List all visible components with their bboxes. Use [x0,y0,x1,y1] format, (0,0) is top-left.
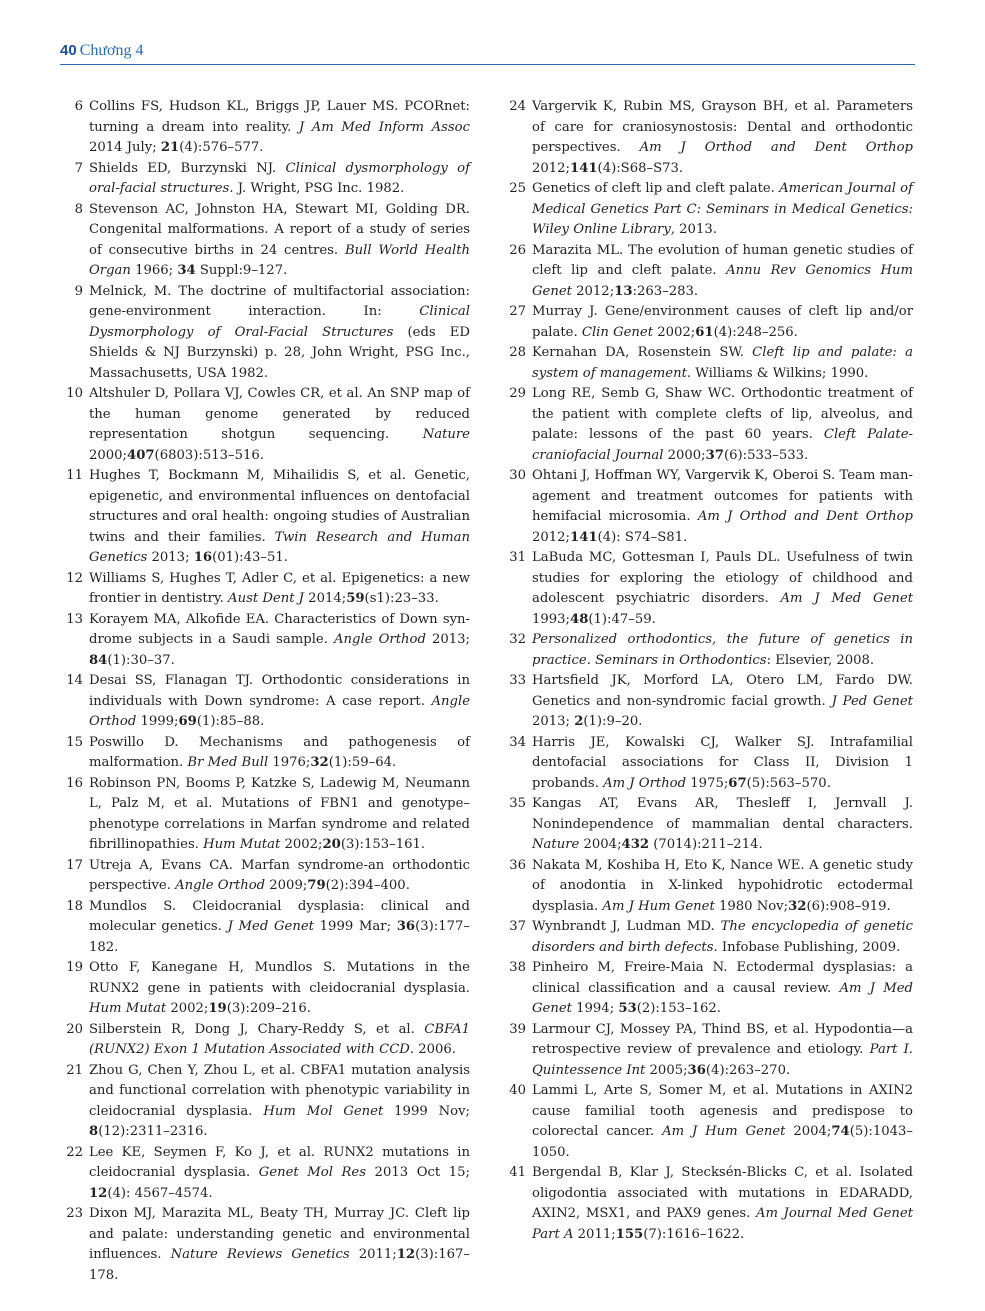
citation-text: (5):563–570. [746,775,831,791]
citation-volume: 74 [831,1124,850,1139]
citation-text: 2004; [785,1124,832,1139]
citation-text: (5):1043–1050. [532,1124,914,1160]
citation-italic: Nature Reviews Genetics [170,1247,350,1262]
reference-text [89,200,470,282]
reference-number: 35 [509,796,526,811]
reference-text [89,958,470,1020]
reference-text [532,466,913,548]
citation-text: (s1):23–33. [364,591,439,606]
citation-text: Dixon MJ, Marazita ML, Beaty TH, Murray JC. Cleft lip and palate: understanding genetic and environmental influences. [89,1206,470,1262]
reference-number: 6 [74,99,83,114]
reference-text [532,1020,913,1082]
reference-item [505,733,913,795]
reference-text [532,733,913,795]
citation-text: (4): 4567–4574. [107,1185,213,1201]
citation-italic: Am Journal Med Genet Part A [532,1206,913,1242]
citation-italic: Twin Research and Human Genetics [89,529,470,565]
reference-number: 20 [66,1021,83,1037]
reference-item [505,548,913,630]
reference-number: 21 [66,1062,83,1078]
citation-italic: Am J Med Genet [780,591,913,606]
citation-volume: 67 [728,775,747,791]
citation-text: Vargervik K, Rubin MS, Grayson BH, et al. Parameters of care for craniosynostosis: Dental and orthodontic perspectives. [532,99,913,155]
citation-text: (6):533–533. [723,447,809,463]
reference-number: 17 [66,857,83,873]
reference-text [532,384,913,466]
reference-text [532,1081,913,1163]
reference-item [505,343,913,384]
citation-text: 2011; [349,1247,397,1262]
citation-text: 1980 Nov; [714,898,789,914]
citation-text: Stevenson AC, Johnston HA, Stewart MI, Golding DR. Congenital malformations. A report of a study of series of consecutive births in 24 centres. [89,201,470,258]
citation-text: 1966; [130,263,178,278]
reference-item [505,241,913,303]
citation-text: 2005; [645,1062,688,1078]
reference-item [62,1204,470,1286]
citation-volume: 20 [322,837,341,852]
citation-volume: 79 [307,878,326,893]
reference-text [89,897,470,959]
citation-text: (3):177–182. [89,919,470,955]
citation-text: (3):153–161. [340,837,426,852]
citation-italic: Angle Orthod [175,878,266,893]
citation-italic: J Ped Genet [831,693,913,709]
reference-number: 23 [66,1206,83,1221]
reference-text [89,97,470,159]
citation-italic: Am J Hum Genet [662,1124,786,1139]
citation-text: Wynbrandt J, Ludman MD. [532,919,721,934]
citation-italic: Br Med Bull [187,755,269,770]
reference-item [62,958,470,1020]
citation-text: Robinson PN, Booms P, Katzke S, Ladewig M, Neumann L, Palz M, et al. Mutations of FBN1 and genotype–phenotype correlations in Marfan syndrome and related fibrillinopathies. [89,775,470,852]
reference-text [532,630,913,671]
reference-text [89,774,470,856]
citation-text: Lee KE, Seymen F, Ko J, et al. RUNX2 mutations in cleidocranial dysplasia. [89,1144,470,1180]
citation-text: . J. Wright, PSG Inc. 1982. [229,181,405,196]
reference-item [505,917,913,958]
reference-item [505,384,913,466]
citation-volume: 21 [160,140,180,155]
reference-number: 15 [66,734,83,750]
citation-volume: 2 [574,714,584,729]
citation-italic: Hum Mutat [203,837,281,852]
citation-text: : Elsevier, 2008. [766,652,875,668]
citation-italic: Hum Mol Genet [263,1103,384,1119]
citation-text: Suppl:9–127. [195,263,288,278]
reference-number: 16 [66,775,83,791]
citation-text: 2013; [532,714,575,729]
citation-volume: 141 [570,529,598,545]
citation-text: 2014 July; [89,140,161,155]
reference-item [62,97,470,159]
citation-italic: Aust Dent J [228,591,304,606]
citation-text: Kangas AT, Evans AR, Thesleff I, Jernvall J. Nonindependence of mammalian dental characters. [532,796,913,832]
citation-text: Long RE, Semb G, Shaw WC. Orthodontic treatment of the patient with complete clefts of lip, alveolus, and palate: lessons of the past 60 years. [532,386,913,442]
citation-italic: American Journal of Medical Genetics Part C: Seminars in Medical Genetics: Wiley Online Library [532,181,913,237]
reference-number: 28 [509,345,526,360]
citation-text: 2013 Oct 15; [365,1165,470,1180]
reference-item [505,1081,913,1163]
citation-text: 1999 Nov; [383,1103,470,1119]
citation-italic: Nature [532,837,580,852]
reference-number: 27 [509,304,526,319]
citation-text: Utreja A, Evans CA. Marfan syndrome-an orthodontic perspective. [89,857,470,893]
reference-number: 36 [509,857,526,873]
reference-item [505,302,913,343]
citation-text: Hughes T, Bockmann M, Mihailidis S, et al. Genetic, epigenetic, and environmental influences on dentofacial structures and oral health: ongoing studies of Australian twins and their families. [89,468,470,545]
citation-text: Larmour CJ, Mossey PA, Thind BS, et al. Hypodontia—a retrospective review of prevalence and etiology. [532,1021,913,1057]
citation-italic: J Med Genet [227,919,314,934]
citation-text: 2009; [265,878,308,893]
reference-number: 12 [66,570,83,586]
reference-item [62,200,470,282]
citation-italic: Annu Rev Genomics Hum Genet [532,263,913,299]
reference-text [532,302,913,343]
reference-item [62,856,470,897]
citation-text: Melnick, M. The doctrine of multifactorial association: gene-environment interaction. In: [89,283,470,319]
reference-text [89,466,470,569]
reference-item [505,1020,913,1082]
citation-text: Poswillo D. Mechanisms and pathogenesis of malformation. [89,734,470,770]
reference-item [62,384,470,466]
reference-text [89,1204,470,1286]
citation-text: , 2013. [670,222,717,237]
reference-text [532,343,913,384]
citation-italic: Am J Hum Genet [602,898,715,914]
citation-text: (1):30–37. [107,652,175,668]
reference-number: 33 [509,673,526,688]
citation-volume: 16 [193,550,213,565]
reference-item [505,958,913,1020]
citation-text: (7):1616–1622. [643,1226,745,1242]
reference-number: 18 [66,898,83,914]
citation-text: (eds ED Shields & NJ Burzynski) p. 28, John Wright, PSG Inc., Massachusetts, USA 1982. [89,324,471,381]
reference-number: 14 [66,673,83,688]
page-header [60,40,915,65]
citation-italic: Bull World Health Organ [89,242,470,278]
citation-volume: 32 [788,898,807,914]
citation-text: (4):263–270. [705,1062,791,1078]
citation-volume: 12 [396,1247,416,1262]
citation-volume: 13 [614,283,633,299]
reference-text [89,856,470,897]
citation-italic: Part I. Quintessence Int [532,1042,913,1078]
reference-text [532,958,913,1020]
citation-volume: 432 [621,837,650,852]
reference-item [505,671,913,733]
citation-volume: 53 [618,1001,637,1016]
citation-volume: 84 [89,652,108,668]
citation-text: Pinheiro M, Freire-Maia N. Ectodermal dysplasias: a clinical classification and a causal review. [532,960,913,996]
citation-italic: CBFA1 (RUNX2) Exon 1 Mutation Associated with CCD [89,1021,470,1057]
reference-item [505,630,913,671]
reference-item [62,1061,470,1143]
citation-italic: Am J Orthod and Dent Orthop [639,140,913,155]
citation-text: (01):43–51. [212,550,288,565]
citation-text: 2014; [303,591,347,606]
reference-number: 29 [509,386,526,401]
citation-text: (6803):513–516. [154,447,264,463]
reference-text [532,671,913,733]
citation-text: (1):59–64. [328,755,397,770]
citation-text: 2012; [532,160,571,176]
citation-italic: Am J Orthod [603,775,687,791]
reference-number: 7 [74,160,83,176]
reference-item [62,774,470,856]
citation-text: (3):167–178. [89,1247,470,1283]
reference-text [89,1020,470,1061]
citation-text: Zhou G, Chen Y, Zhou L, et al. CBFA1 mutation analysis and functional correlation with phenotypic variability in cleidocranial dysplasia. [89,1062,470,1119]
reference-item [62,159,470,200]
reference-number: 11 [66,468,83,483]
reference-text [89,384,470,466]
citation-text: LaBuda MC, Gottesman I, Pauls DL. Usefulness of twin studies for exploring the etiology of childhood and adolescent psychiatric disorders. [532,550,913,606]
citation-italic: Genet Mol Res [258,1165,366,1180]
citation-text: 2000; [89,447,128,463]
citation-italic: Cleft lip and palate: a system of management [532,345,914,381]
citation-italic: Angle Orthod [89,693,470,729]
reference-column-left [62,97,470,1286]
citation-volume: 407 [127,447,155,463]
citation-volume: 155 [615,1226,644,1242]
citation-text: 1976; [268,755,311,770]
citation-volume: 59 [346,591,365,606]
citation-volume: 48 [570,611,589,627]
citation-volume: 32 [310,755,329,770]
citation-italic: The encyclopedia of genetic disorders and birth defects [532,919,914,955]
citation-text: 2012; [532,529,571,545]
reference-item [505,1163,913,1245]
citation-text: (1):47–59. [588,611,656,627]
reference-number: 40 [509,1083,526,1098]
citation-text: (1):85–88. [196,714,265,729]
reference-number: 25 [509,181,526,196]
reference-number: 31 [509,550,526,565]
citation-text: 1993; [532,611,571,627]
citation-text: (3):209–216. [226,1001,311,1016]
citation-text: :263–283. [632,283,699,299]
citation-text: 2002; [653,324,696,340]
citation-italic: Angle Orthod [334,632,426,647]
citation-text: Collins FS, Hudson KL, Briggs JP, Lauer MS. PCORnet: turning a dream into reality. [89,99,470,135]
reference-number: 26 [509,242,526,258]
citation-text: (6):908–919. [806,898,891,914]
citation-text: . Infobase Publishing, 2009. [713,939,901,955]
citation-italic: Hum Mutat [89,1001,167,1016]
reference-number: 10 [66,386,83,401]
reference-item [62,733,470,774]
citation-volume: 69 [178,714,197,729]
reference-text [89,610,470,672]
citation-text: Altshuler D, Pollara VJ, Cowles CR, et al. An SNP map of the human genome generated by reduced representation shotgun sequencing. [89,386,470,442]
citation-text: Mundlos S. Cleidocranial dysplasia: clinical and molecular genetics. [89,898,470,934]
citation-text: 1999 Mar; [313,919,397,934]
citation-italic: Am J Orthod and Dent Orthop [697,509,913,524]
reference-number: 34 [509,734,526,750]
citation-italic: Clinical dysmorphology of oral-facial structures [89,160,470,196]
citation-text: 1994; [571,1001,619,1016]
citation-volume: 19 [208,1001,227,1016]
citation-volume: 141 [570,160,598,176]
reference-item [62,897,470,959]
citation-text: 2013; [425,632,471,647]
citation-text: Lammi L, Arte S, Somer M, et al. Mutations in AXIN2 cause familial tooth agenesis and predispose to colorectal cancer. [532,1083,913,1139]
reference-text [532,794,913,856]
reference-column-right [505,97,913,1245]
citation-text: (2):153–162. [636,1001,721,1016]
reference-text [89,282,470,385]
reference-item [62,671,470,733]
reference-item [62,466,470,569]
citation-text: Otto F, Kanegane H, Mundlos S. Mutations in the RUNX2 gene in patients with cleidocranial dysplasia. [89,960,470,996]
citation-italic: J Am Med Inform Assoc [298,119,470,135]
reference-number: 9 [74,283,83,299]
citation-text: (7014):211–214. [649,837,763,852]
citation-italic: Am J Med Genet [532,980,913,1016]
citation-text: . Williams & Wilkins; 1990. [686,365,869,381]
citation-text: 2011; [573,1226,616,1242]
citation-volume: 8 [89,1124,99,1139]
citation-text: Silberstein R, Dong J, Chary-Reddy S, et al. [89,1021,425,1037]
reference-number: 39 [509,1021,526,1037]
reference-number: 38 [509,960,526,975]
citation-text: Desai SS, Flanagan TJ. Orthodontic considerations in individuals with Down syndrome: A case report. [89,673,470,709]
reference-item [505,466,913,548]
reference-number: 30 [509,468,526,483]
citation-volume: 61 [695,324,714,340]
citation-volume: 37 [705,447,724,463]
reference-text [532,917,913,958]
citation-volume: 36 [396,919,416,934]
reference-text [89,159,470,200]
citation-text: Bergendal B, Klar J, Stecksén-Blicks C, et al. Isolated oligodontia associated with mutations in EDARADD, AXIN2, MSX1, and PAX9 genes. [532,1165,913,1221]
citation-text: . 2006. [409,1042,456,1057]
reference-text [89,671,470,733]
citation-italic: Cleft Palate-craniofacial Journal [532,427,913,463]
citation-italic: Clin Genet [581,324,654,340]
citation-text: Nakata M, Koshiba H, Eto K, Nance WE. A genetic study of anodontia in X-linked hypohidrotic ectodermal dysplasia. [532,857,913,914]
citation-text: Ohtani J, Hoffman WY, Vargervik K, Oberoi S. Team management and treatment outcomes for patients with hemifacial microsomia. [532,468,913,524]
citation-text: 2002; [280,837,323,852]
reference-item [62,1143,470,1205]
citation-text: Murray J. Gene/environment causes of cleft lip and/or palate. [532,304,913,340]
reference-text [89,1143,470,1205]
reference-item [62,569,470,610]
citation-text: (1):9–20. [583,714,643,729]
citation-text: Harris JE, Kowalski CJ, Walker SJ. Intrafamilial dentofacial associations for Class II, Division 1 probands. [532,734,913,791]
citation-italic: Personalized orthodontics, the future of genetics in practice. Seminars in Orthodontics [532,632,913,668]
chapter-title: Chương 4 [79,42,144,59]
citation-text: Kernahan DA, Rosenstein SW. [532,345,753,360]
citation-text: (12):2311–2316. [98,1124,208,1139]
reference-text [532,856,913,918]
reference-number: 8 [74,201,83,217]
reference-text [532,548,913,630]
reference-text [89,569,470,610]
reference-number: 37 [509,919,526,934]
citation-text: (4):S68–S73. [597,160,684,176]
citation-text: (4): S74–S81. [597,529,688,545]
reference-number: 13 [66,611,83,627]
citation-text: 2012; [571,283,615,299]
reference-text [532,241,913,303]
reference-item [505,97,913,179]
citation-text: Williams S, Hughes T, Adler C, et al. Epigenetics: a new frontier in dentistry. [89,570,470,606]
reference-text [532,1163,913,1245]
reference-number: 19 [66,960,83,975]
citation-text: 1999; [136,714,179,729]
citation-text: (4):248–256. [713,324,798,340]
reference-text [532,97,913,179]
reference-number: 24 [509,99,526,114]
citation-text: Shields ED, Burzynski NJ. [89,160,286,176]
citation-text: (4):576–577. [179,140,264,155]
citation-volume: 12 [89,1185,108,1201]
reference-number: 22 [66,1144,83,1160]
citation-text: 2000; [663,447,706,463]
reference-text [89,733,470,774]
citation-volume: 36 [687,1062,706,1078]
reference-text [532,179,913,241]
citation-text: 2004; [579,837,622,852]
citation-volume: 34 [177,263,196,278]
citation-italic: Clinical Dysmorphology of Oral-Facial Structures [89,304,470,340]
citation-text: (2):394–400. [325,878,410,893]
reference-number: 41 [509,1165,526,1180]
citation-text: Genetics of cleft lip and cleft palate. [532,181,780,196]
reference-item [62,282,470,385]
citation-text: Marazita ML. The evolution of human genetic studies of cleft lip and cleft palate. [532,242,913,278]
page-number: 40 [60,42,77,59]
citation-text: 1975; [686,775,729,791]
reference-item [505,856,913,918]
reference-number: 32 [509,632,526,647]
reference-text [89,1061,470,1143]
citation-text: 2013; [147,550,194,565]
reference-item [505,794,913,856]
citation-text: 2002; [166,1001,209,1016]
citation-italic: Nature [422,427,470,442]
citation-text: Hartsfield JK, Morford LA, Otero LM, Fardo DW. Genetics and non-syndromic facial growth. [532,673,913,709]
citation-text: Korayem MA, Alkofide EA. Characteristics of Down syndrome subjects in a Saudi sample. [89,611,470,647]
reference-item [62,1020,470,1061]
reference-item [505,179,913,241]
reference-item [62,610,470,672]
